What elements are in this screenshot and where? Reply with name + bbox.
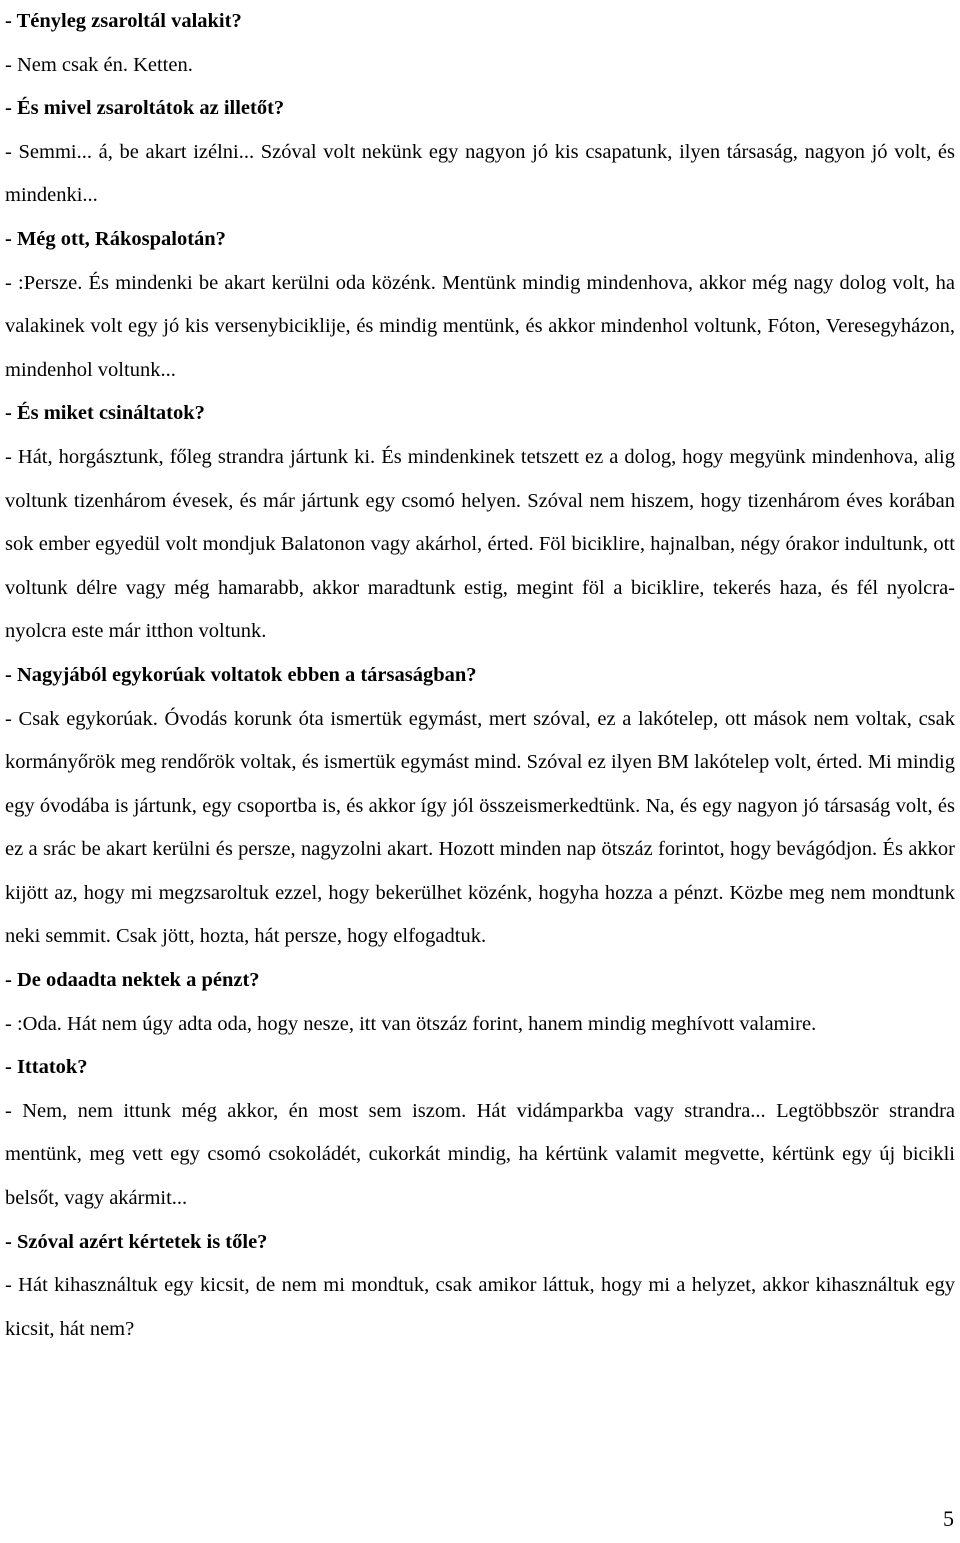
interview-answer: - Nem csak én. Ketten. bbox=[5, 53, 193, 76]
page-number: 5 bbox=[943, 1506, 954, 1531]
interview-answer: - Csak egykorúak. Óvodás korunk óta ismertük egymást, mert szóval, ez a lakótelep, ott mások nem voltak, csak kormányőrök meg rendőrök voltak, és ismertük egymást mind. Szóval ez ilyen BM lakótelep volt, érted. Mi mindig egy óvodába is jártunk, egy csoportba is, és akkor így jól összeismerkedtünk. Na, és egy nagyon jó társaság volt, és ez a srác be akart kerülni és persze, nagyzolni akart. Hozott minden nap ötszáz forintot, hogy bevágódjon. És akkor kijött az, hogy mi megzsaroltuk ezzel, hogy bekerülhet közénk, hogyha hozza a pénzt. Közbe meg nem mondtunk neki semmit. Csak jött, hozta, hát persze, hogy elfogadtuk. bbox=[5, 707, 955, 948]
interview-question: - De odaadta nektek a pénzt? bbox=[5, 969, 260, 992]
interview-question: - Szóval azért kértetek is tőle? bbox=[5, 1230, 268, 1253]
interview-answer: - :Persze. És mindenki be akart kerülni oda közénk. Mentünk mindig mindenhova, akkor még nagy dolog volt, ha valakinek volt egy jó kis versenybiciklije, és mindig mentünk, és akkor mindenhol voltunk, Fóton, Veresegyházon, mindenhol voltunk... bbox=[5, 271, 955, 381]
interview-answer: - Semmi... á, be akart izélni... Szóval volt nekünk egy nagyon jó kis csapatunk, ilyen társaság, nagyon jó volt, és mindenki... bbox=[5, 140, 955, 207]
interview-answer: - Nem, nem ittunk még akkor, én most sem iszom. Hát vidámparkba vagy strandra... Legtöbbször strandra mentünk, meg vett egy csomó csokoládét, cukorkát mindig, ha kértünk valamit megvette, kértünk egy új bicikli belsőt, vagy akármit... bbox=[5, 1099, 955, 1210]
interview-question: - Nagyjából egykorúak voltatok ebben a társaságban? bbox=[5, 663, 477, 686]
interview-question: - Még ott, Rákospalotán? bbox=[5, 227, 226, 250]
interview-question: - Ittatok? bbox=[5, 1056, 88, 1079]
interview-question: - És mivel zsaroltátok az illetőt? bbox=[5, 97, 285, 120]
interview-question: - Tényleg zsaroltál valakit? bbox=[5, 10, 242, 32]
interview-answer: - Hát, horgásztunk, főleg strandra jártunk ki. És mindenkinek tetszett ez a dolog, hogy megyünk mindenhova, alig voltunk tizenhárom évesek, és már jártunk egy csomó helyen. Szóval nem hiszem, hogy tizenhárom éves korában sok ember egyedül volt mondjuk Balatonon vagy akárhol, érted. Föl biciklire, hajnalban, négy órakor indultunk, ott voltunk délre vagy még hamarabb, akkor maradtunk estig, megint föl a biciklire, tekerés haza, és fél nyolcra-nyolcra este már itthon voltunk. bbox=[5, 445, 955, 643]
interview-answer: - Hát kihasználtuk egy kicsit, de nem mi mondtuk, csak amikor láttuk, hogy mi a helyzet, akkor kihasználtuk egy kicsit, hát nem? bbox=[5, 1274, 955, 1340]
interview-question: - És miket csináltatok? bbox=[5, 402, 205, 425]
document-page bbox=[5, 0, 955, 1351]
interview-answer: - :Oda. Hát nem úgy adta oda, hogy nesze, itt van ötszáz forint, hanem mindig meghívott valamire. bbox=[5, 1012, 817, 1035]
